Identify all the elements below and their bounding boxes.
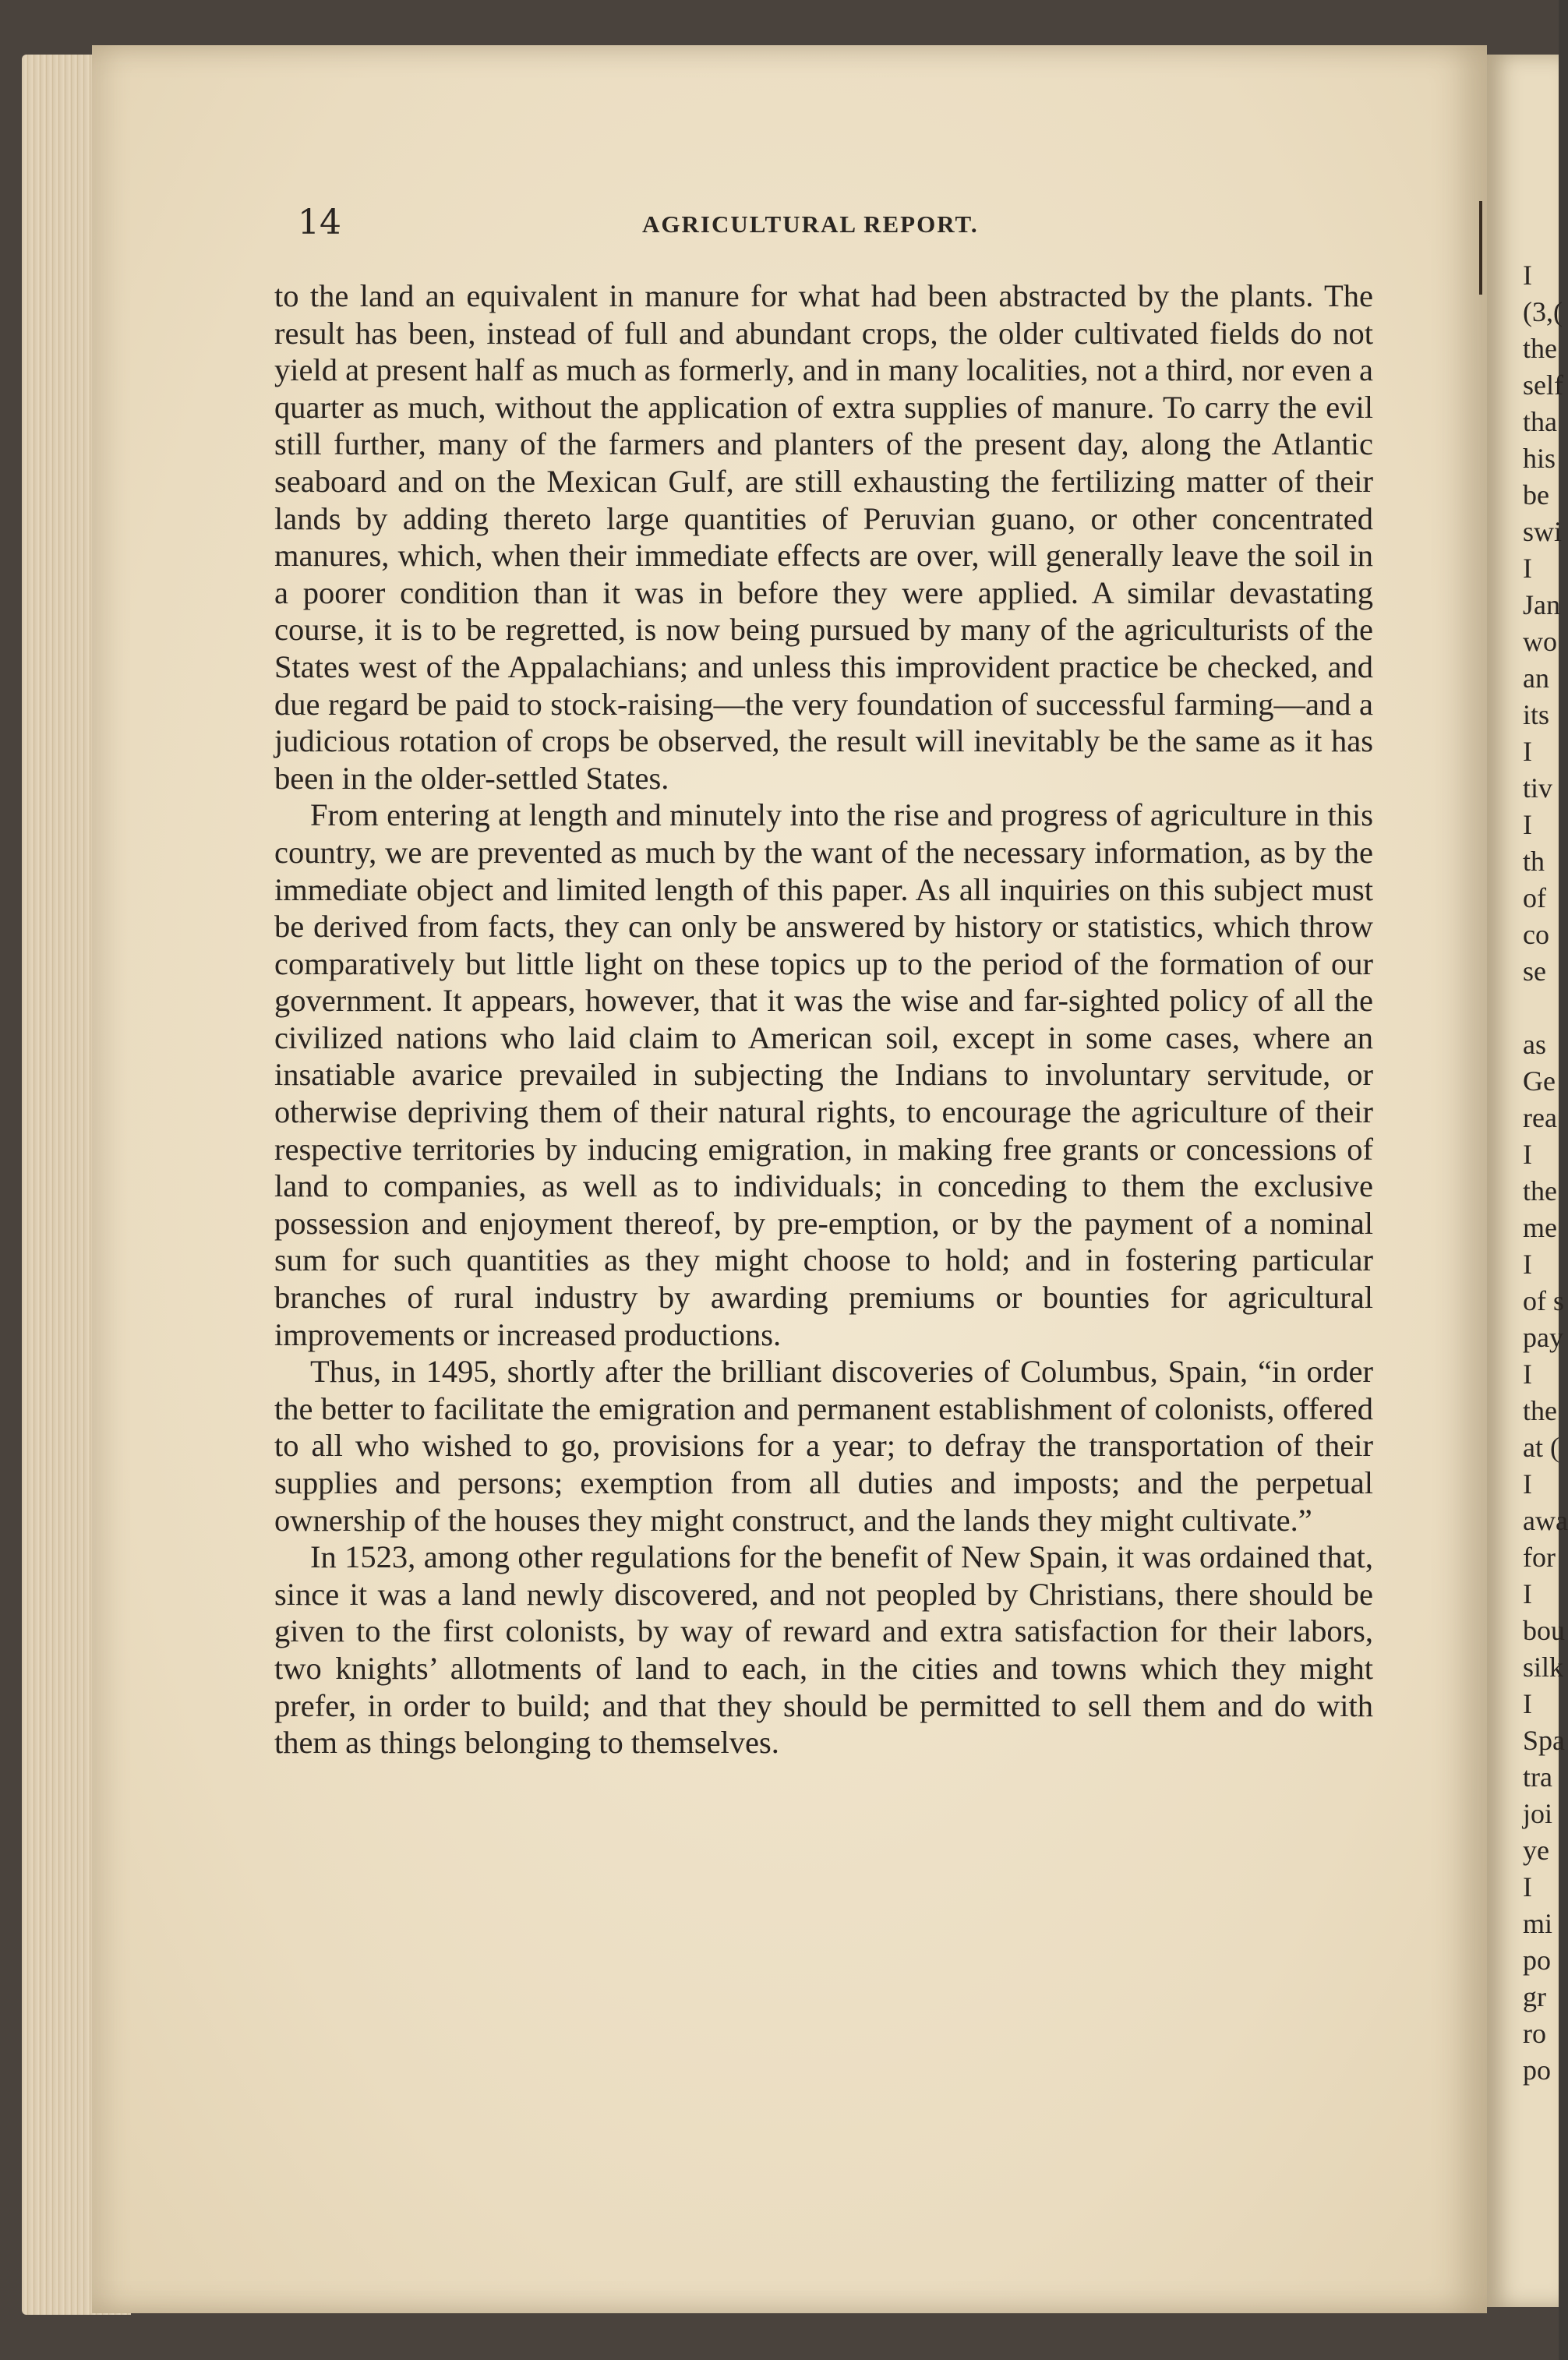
facing-page-fragment: pay: [1523, 1322, 1563, 1353]
facing-page-fragment: the: [1523, 1175, 1557, 1206]
facing-page-fragment: po: [1523, 2054, 1551, 2086]
facing-page-fragment: I: [1523, 1871, 1532, 1902]
page-header: [298, 203, 1373, 249]
facing-page-fragment: [1487, 990, 1568, 1026]
facing-page-fragment: I: [1523, 553, 1532, 584]
facing-page-fragment: I: [1523, 1139, 1532, 1170]
facing-page-fragment: I: [1523, 1358, 1532, 1390]
facing-page-fragment: at (: [1523, 1432, 1559, 1463]
facing-page-fragment: wo: [1523, 626, 1557, 657]
facing-page-fragment: tiv: [1523, 772, 1553, 804]
page-number: 14: [298, 203, 341, 242]
facing-page-fragment: its: [1523, 699, 1550, 730]
facing-page-fragment: se: [1523, 956, 1546, 987]
facing-page-fragment: me: [1523, 1212, 1557, 1243]
facing-page-fragment: self: [1523, 369, 1563, 401]
facing-page-fragment: I: [1523, 736, 1532, 767]
facing-page-fragment: the: [1523, 333, 1557, 364]
facing-page-fragment: (3,(: [1523, 296, 1563, 327]
facing-page-fragment: silk: [1523, 1652, 1564, 1683]
facing-page-fragment: swi: [1523, 516, 1563, 547]
running-head: AGRICULTURAL REPORT.: [642, 210, 979, 238]
facing-page-fragment: Spa: [1523, 1725, 1565, 1756]
facing-page-fragment: I: [1523, 1578, 1532, 1609]
facing-page-fragment: bou: [1523, 1615, 1565, 1646]
facing-page-fragment: rea: [1523, 1102, 1557, 1133]
facing-page-fragment: be: [1523, 479, 1549, 511]
facing-page-fragment: the: [1523, 1395, 1557, 1426]
facing-page-fragment: ro: [1523, 2018, 1546, 2049]
facing-page-fragment: his: [1523, 443, 1556, 474]
facing-page-fragment: mi: [1523, 1908, 1553, 1939]
facing-page-fragment: tra: [1523, 1761, 1552, 1793]
facing-page-fragment: th: [1523, 846, 1545, 877]
facing-page-fragment: I: [1523, 809, 1532, 840]
facing-page-fragment: I: [1523, 1249, 1532, 1280]
facing-page-fragment: Jan: [1523, 589, 1560, 620]
paragraph: to the land an equivalent in manure for what had been abstracted by the plants. The result has been, instead of full and abundant crops, the older cultivated fields do not yield at present half as much as formerly, and in many localities, not a third, nor even a quarter as much, without the application of extra supplies of manure. To carry the evil still further, many of the farmers and planters of the present day, along the Atlantic seaboard and on the Mexican Gulf, are still exhausting the fertilizing matter of their lands by adding thereto large quantities of Peruvian guano, or other concentrated manures, which, when their immediate effects are over, will generally leave the soil in a poorer condition than it was in before they were applied. A similar devastating course, it is to be regretted, is now being pursued by many of the agriculturists of the States west of the Appalachians; and unless this improvident practice be checked, and due regard be paid to stock-raising—the very foundation of successful farming—and a judicious rotation of crops be observed, the result will inevitably be the same as it has been in the older-settled States.: [274, 278, 1373, 796]
facing-page-fragment: tha: [1523, 406, 1557, 437]
facing-page-fragment: awa: [1523, 1505, 1568, 1536]
facing-page-fragment: gr: [1523, 1981, 1546, 2012]
facing-page-edge: [1487, 55, 1568, 2307]
facing-page-fragments: [1487, 257, 1568, 2089]
facing-page-fragment: of s: [1523, 1285, 1564, 1316]
facing-page-fragment: I: [1523, 260, 1532, 291]
facing-page-fragment: po: [1523, 1945, 1551, 1976]
facing-page-fragment: I: [1523, 1688, 1532, 1719]
paragraph: In 1523, among other regulations for the benefit of New Spain, it was ordained that, since it was a land newly discovered, and not peopled by Christians, there should be given to the first colonists, by way of reward and extra satisfaction for their labors, two knights’ allotments of land to each, in the cities and towns which they might prefer, in order to build; and that they should be permitted to sell them and do with them as things belonging to themselves.: [274, 1539, 1373, 1761]
facing-page-fragment: joi: [1523, 1798, 1553, 1829]
facing-page-fragment: Ge: [1523, 1065, 1556, 1097]
facing-page-fragment: for: [1523, 1542, 1556, 1573]
facing-page-fragment: ye: [1523, 1835, 1549, 1866]
paragraph: Thus, in 1495, shortly after the brilliant discoveries of Columbus, Spain, “in order the better to facilitate the emigration and permanent establishment of colonists, offered to all who wished to go, provisions for a year; to defray the transportation of their supplies and persons; exemption from all duties and imposts; and the perpetual ownership of the houses they might construct, and the lands they might cultivate.”: [274, 1354, 1373, 1538]
facing-page-fragment: as: [1523, 1029, 1546, 1060]
gutter-mark: [1479, 201, 1482, 295]
facing-page-fragment: co: [1523, 919, 1549, 950]
paragraph: From entering at length and minutely into the rise and progress of agriculture in this country, we are prevented as much by the want of the necessary information, as by the immediate object and limited length of this paper. As all inquiries on this subject must be derived from facts, they can only be answered by history or statistics, which throw comparatively but little light on these topics up to the period of the formation of our government. It appears, however, that it was the wise and far-sighted policy of all the civilized nations who laid claim to American soil, except in some cases, where an insatiable avarice prevailed in subjecting the Indians to involuntary servitude, or otherwise depriving them of their natural rights, to encourage the agriculture of their respective territories by inducing emigration, in making free grants or concessions of land to companies, as well as to individuals; in conceding to them the exclusive possession and enjoyment thereof, by pre-emption, or by the payment of a nominal sum for such quantities as they might choose to hold; and in fostering particular branches of rural industry by awarding premiums or bounties for agricultural improvements or increased productions.: [274, 797, 1373, 1352]
facing-page-fragment: I: [1523, 1468, 1532, 1500]
facing-page-fragment: of: [1523, 882, 1546, 913]
body-text: [274, 277, 1373, 1761]
facing-page-fragment: an: [1523, 662, 1549, 694]
